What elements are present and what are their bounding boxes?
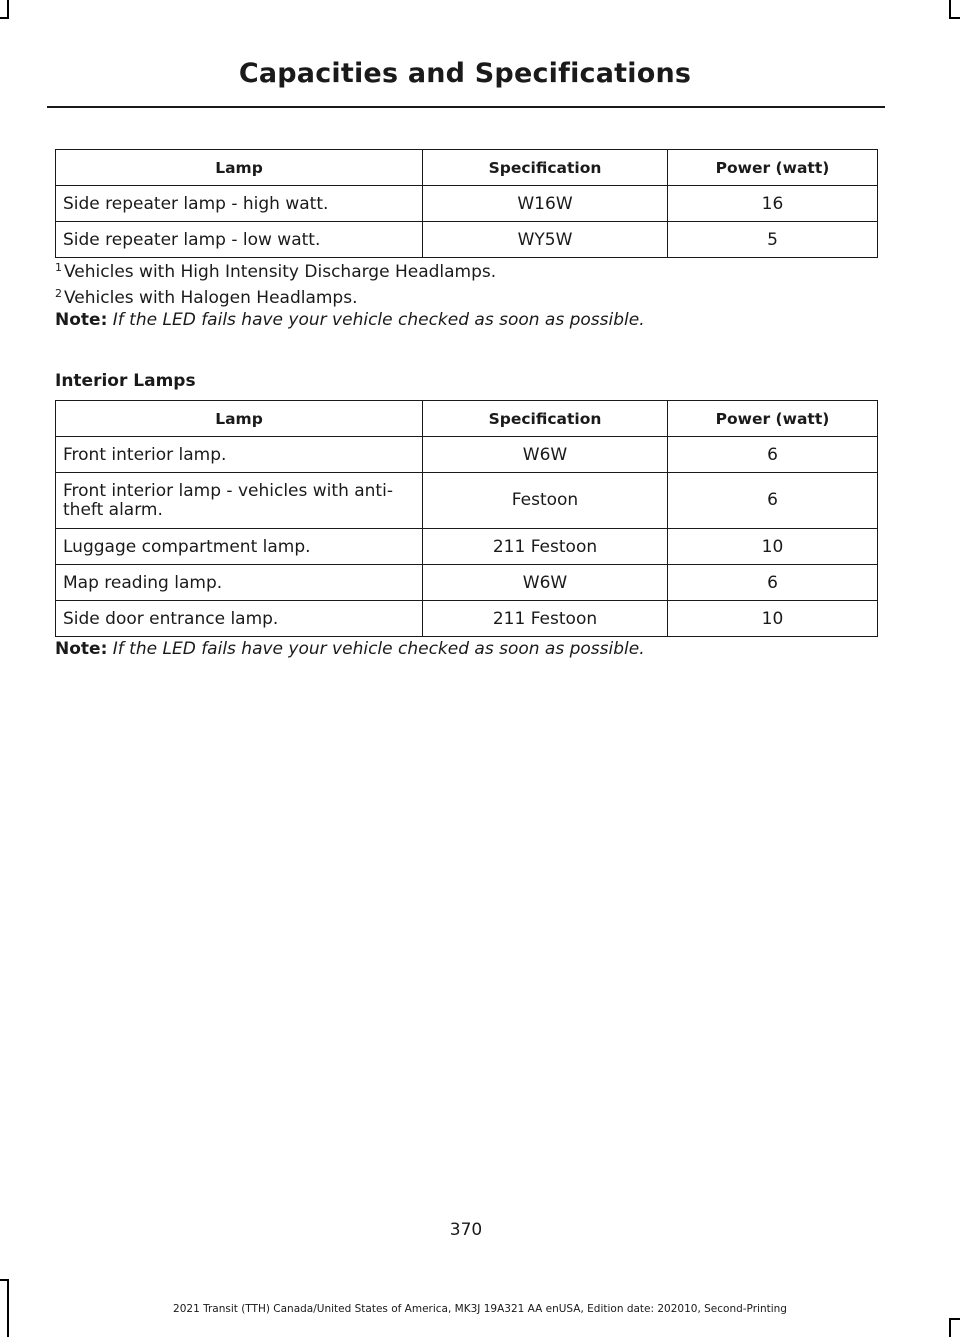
table-row	[56, 565, 878, 601]
lamp-cell: Map reading lamp.	[56, 565, 423, 601]
table-row	[56, 437, 878, 473]
table-row	[56, 186, 878, 222]
lamp-text-line: theft alarm.	[63, 499, 163, 520]
specification-cell: W16W	[423, 186, 668, 222]
specification-cell: WY5W	[423, 222, 668, 258]
lamp-cell: Side repeater lamp - high watt.	[56, 186, 423, 222]
section-heading: Interior Lamps	[55, 371, 196, 391]
crop-mark-bottom-left	[0, 1279, 9, 1281]
lamp-cell: Luggage compartment lamp.	[56, 529, 423, 565]
footnote	[55, 262, 496, 282]
lamp-cell: Side repeater lamp - low watt.	[56, 222, 423, 258]
column-header-lamp: Lamp	[56, 401, 423, 437]
table-header-row	[56, 401, 878, 437]
note-text: If the LED fails have your vehicle checked as soon as possible.	[112, 310, 645, 330]
footer-edition-info: 2021 Transit (TTH) Canada/United States of America, MK3J 19A321 AA enUSA, Edition date: 202010, Second-Printing	[173, 1303, 787, 1315]
power-cell: 6	[668, 565, 878, 601]
specification-cell: Festoon	[423, 473, 668, 529]
specification-cell: W6W	[423, 565, 668, 601]
page-title: Capacities and Specifications	[238, 58, 692, 89]
specification-cell: W6W	[423, 437, 668, 473]
crop-mark-top-right	[949, 17, 960, 19]
crop-mark-bottom-right	[949, 1318, 960, 1320]
column-header-specification: Specification	[423, 401, 668, 437]
power-cell: 6	[668, 473, 878, 529]
column-header-specification: Specification	[423, 150, 668, 186]
table-row	[56, 601, 878, 637]
note	[55, 639, 645, 659]
lamp-cell	[56, 473, 423, 529]
interior-lamps-table	[55, 400, 878, 637]
footnote	[55, 288, 357, 308]
crop-mark-top-left	[0, 17, 9, 19]
power-cell: 5	[668, 222, 878, 258]
footnote-text: Vehicles with Halogen Headlamps.	[64, 288, 358, 308]
power-cell: 6	[668, 437, 878, 473]
exterior-lamps-table	[55, 149, 878, 258]
specification-cell: 211 Festoon	[423, 529, 668, 565]
specification-cell: 211 Festoon	[423, 601, 668, 637]
table-row	[56, 473, 878, 529]
crop-mark-bottom-right	[949, 1318, 951, 1337]
header-divider	[47, 106, 885, 108]
table-row	[56, 222, 878, 258]
lamp-text-line: Front interior lamp - vehicles with anti-	[63, 480, 393, 501]
footnote-text: Vehicles with High Intensity Discharge Headlamps.	[64, 262, 497, 282]
note-text: If the LED fails have your vehicle checked as soon as possible.	[112, 639, 645, 659]
lamp-cell: Side door entrance lamp.	[56, 601, 423, 637]
note-label: Note:	[55, 310, 108, 330]
column-header-power: Power (watt)	[668, 150, 878, 186]
table-header-row	[56, 150, 878, 186]
column-header-power: Power (watt)	[668, 401, 878, 437]
note	[55, 310, 645, 330]
footnote-marker: 2	[55, 287, 62, 300]
column-header-lamp: Lamp	[56, 150, 423, 186]
lamp-cell: Front interior lamp.	[56, 437, 423, 473]
page-number: 370	[449, 1220, 483, 1240]
table-row	[56, 529, 878, 565]
footnote-marker: 1	[55, 261, 62, 274]
power-cell: 16	[668, 186, 878, 222]
note-label: Note:	[55, 639, 108, 659]
power-cell: 10	[668, 601, 878, 637]
power-cell: 10	[668, 529, 878, 565]
